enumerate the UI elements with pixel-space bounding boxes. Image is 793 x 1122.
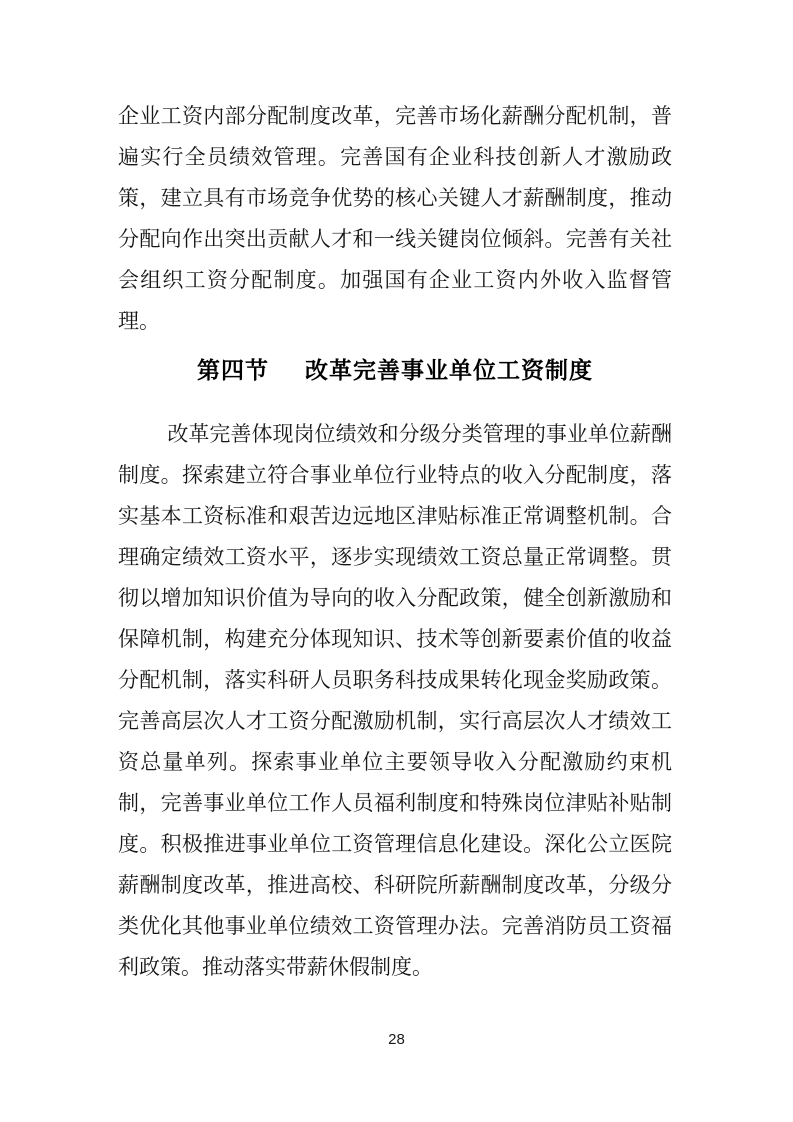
- page-number: 28: [388, 1031, 405, 1048]
- paragraph-continuation: 企业工资内部分配制度改革，完善市场化薪酬分配机制，普遍实行全员绩效管理。完善国有企业科技创新人才激励政策，建立具有市场竞争优势的核心关键人才薪酬制度，推动分配向作出突出贡献人才和一线关键岗位倾斜。完善有关社会组织工资分配制度。加强国有企业工资内外收入监督管理。: [118, 104, 672, 333]
- section-number: 第四节: [197, 357, 269, 383]
- text-column: [118, 96, 672, 988]
- section-heading: [118, 350, 672, 391]
- section-title: 改革完善事业单位工资制度: [305, 357, 593, 383]
- paragraph-body: 改革完善体现岗位绩效和分级分类管理的事业单位薪酬制度。探索建立符合事业单位行业特点的收入分配制度，落实基本工资标准和艰苦边远地区津贴标准正常调整机制。合理确定绩效工资水平，逐步实现绩效工资总量正常调整。贯彻以增加知识价值为导向的收入分配政策，健全创新激励和保障机制，构建充分体现知识、技术等创新要素价值的收益分配机制，落实科研人员职务科技成果转化现金奖励政策。完善高层次人才工资分配激励机制，实行高层次人才绩效工资总量单列。探索事业单位主要领导收入分配激励约束机制，完善事业单位工作人员福利制度和特殊岗位津贴补贴制度。积极推进事业单位工资管理信息化建设。深化公立医院薪酬制度改革，推进高校、科研院所薪酬制度改革，分级分类优化其他事业单位绩效工资管理办法。完善消防员工资福利政策。推动落实带薪休假制度。: [118, 422, 672, 979]
